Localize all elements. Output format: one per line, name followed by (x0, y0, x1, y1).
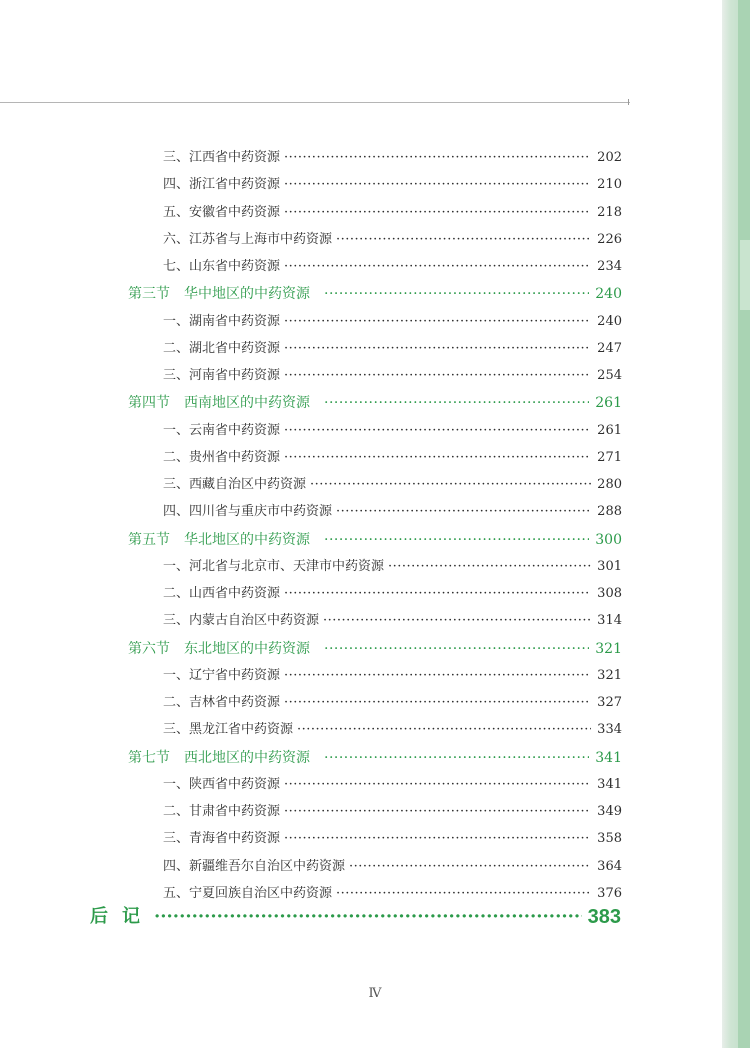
toc-item-row[interactable] (0, 311, 622, 333)
toc-item-title: 三、河南省中药资源 (163, 368, 281, 383)
toc-page-number: 261 (597, 422, 622, 438)
toc-afterword-title: 后记 (90, 906, 154, 927)
toc-section-number: 第七节 (128, 749, 170, 766)
dot-leader (154, 903, 582, 931)
toc-section-number: 第四节 (128, 395, 170, 412)
toc-item-title: 一、云南省中药资源 (163, 422, 281, 438)
dot-leader (284, 420, 591, 442)
toc-item-title: 四、四川省与重庆市中药资源 (163, 504, 333, 520)
toc-item-row[interactable] (0, 365, 622, 387)
toc-page-number: 240 (595, 286, 622, 303)
toc-section-title: 华中地区的中药资源 (184, 286, 310, 303)
toc-section-row[interactable] (0, 747, 622, 769)
toc-item-row[interactable] (0, 774, 622, 796)
dot-leader (284, 692, 591, 714)
toc-page-number: 234 (597, 259, 622, 274)
toc-section-number: 第六节 (128, 640, 170, 657)
dot-leader (349, 856, 591, 878)
toc-page-number: 300 (595, 531, 622, 548)
toc-page-number: 280 (597, 477, 622, 492)
toc-item-row[interactable] (0, 692, 622, 714)
toc-page-number: 261 (595, 395, 622, 412)
toc-page-number: 202 (597, 150, 622, 165)
dot-leader (324, 283, 589, 305)
dot-leader (336, 501, 591, 523)
dot-leader (297, 719, 591, 741)
toc-item-row[interactable] (0, 420, 622, 442)
toc-item-row[interactable] (0, 501, 622, 523)
toc-item-title: 五、宁夏回族自治区中药资源 (163, 885, 333, 901)
toc-item-title: 三、黑龙江省中药资源 (163, 722, 294, 738)
toc-page-number: 301 (597, 558, 622, 574)
toc-item-title: 二、山西省中药资源 (163, 586, 281, 601)
toc-item-row[interactable] (0, 474, 622, 496)
toc-item-title: 二、吉林省中药资源 (163, 695, 281, 710)
toc-item-title: 一、辽宁省中药资源 (163, 667, 281, 683)
toc-section-row[interactable] (0, 392, 622, 414)
toc-page-number: 327 (597, 695, 622, 710)
dot-leader (284, 311, 591, 333)
toc-item-title: 五、安徽省中药资源 (163, 204, 281, 220)
toc-page-number: 226 (597, 231, 622, 247)
toc-page-number: 321 (597, 667, 622, 683)
toc-section-row[interactable] (0, 283, 622, 305)
toc-section-number: 第三节 (128, 286, 170, 303)
toc-item-title: 七、山东省中药资源 (163, 259, 281, 274)
toc-page-number: 308 (597, 586, 622, 601)
toc-afterword-row[interactable] (0, 903, 621, 931)
toc-page-number: 376 (597, 885, 622, 901)
toc-item-title: 二、甘肃省中药资源 (163, 804, 281, 819)
toc-item-title: 三、青海省中药资源 (163, 831, 281, 847)
toc-item-row[interactable] (0, 856, 622, 878)
dot-leader (284, 583, 591, 605)
toc-section-title: 西北地区的中药资源 (184, 749, 310, 766)
dot-leader (324, 747, 589, 769)
dot-leader (284, 365, 591, 387)
dot-leader (284, 774, 591, 796)
toc-afterword-page: 383 (587, 906, 621, 928)
dot-leader (324, 638, 589, 660)
page-folio: Ⅳ (368, 986, 382, 1001)
dot-leader (324, 529, 589, 551)
toc-item-row[interactable] (0, 719, 622, 741)
dot-leader (324, 392, 589, 414)
toc-item-row[interactable] (0, 147, 622, 169)
dot-leader (284, 147, 591, 169)
toc-item-row[interactable] (0, 338, 622, 360)
toc-page-number: 210 (597, 177, 622, 193)
dot-leader (336, 883, 591, 905)
toc-item-title: 二、贵州省中药资源 (163, 449, 281, 465)
toc-section-number: 第五节 (128, 531, 170, 548)
toc-item-row[interactable] (0, 174, 622, 196)
toc-item-row[interactable] (0, 229, 622, 251)
toc-item-title: 三、内蒙古自治区中药资源 (163, 613, 320, 629)
toc-item-row[interactable] (0, 202, 622, 224)
toc-item-row[interactable] (0, 665, 622, 687)
toc-item-row[interactable] (0, 801, 622, 823)
toc-page-number: 341 (595, 749, 622, 766)
toc-item-title: 一、河北省与北京市、天津市中药资源 (163, 558, 385, 574)
toc-page-number: 358 (597, 831, 622, 847)
toc-item-title: 三、江西省中药资源 (163, 150, 281, 165)
toc-item-row[interactable] (0, 556, 622, 578)
toc-item-title: 四、浙江省中药资源 (163, 177, 281, 193)
toc-page-number: 240 (597, 313, 622, 329)
dot-leader (310, 474, 591, 496)
dot-leader (284, 447, 591, 469)
toc-item-row[interactable] (0, 583, 622, 605)
dot-leader (388, 556, 591, 578)
toc-item-row[interactable] (0, 447, 622, 469)
toc-page-number: 254 (597, 368, 622, 383)
dot-leader (284, 174, 591, 196)
toc-page-number: 288 (597, 504, 622, 520)
dot-leader (284, 202, 591, 224)
toc-page-number: 341 (597, 776, 622, 792)
toc-item-title: 一、湖南省中药资源 (163, 313, 281, 329)
toc-section-row[interactable] (0, 638, 622, 660)
dot-leader (323, 610, 591, 632)
dot-leader (284, 256, 591, 278)
dot-leader (284, 665, 591, 687)
toc-item-title: 六、江苏省与上海市中药资源 (163, 231, 333, 247)
toc-section-title: 西南地区的中药资源 (184, 395, 310, 412)
toc-page-number: 218 (597, 204, 622, 220)
toc-page-number: 364 (597, 858, 622, 874)
dot-leader (284, 828, 591, 850)
dot-leader (336, 229, 591, 251)
toc-page-number: 314 (597, 613, 622, 629)
toc-item-row[interactable] (0, 828, 622, 850)
side-decoration-strip (738, 0, 750, 1048)
toc-page-number: 247 (597, 340, 622, 356)
toc-page-number: 321 (595, 640, 622, 657)
toc-section-row[interactable] (0, 529, 622, 551)
toc-section-title: 华北地区的中药资源 (184, 531, 310, 548)
toc-item-title: 二、湖北省中药资源 (163, 340, 281, 356)
toc-page-number: 334 (597, 722, 622, 738)
dot-leader (284, 801, 591, 823)
toc-section-title: 东北地区的中药资源 (184, 640, 310, 657)
toc-item-title: 四、新疆维吾尔自治区中药资源 (163, 858, 346, 874)
toc-item-title: 一、陕西省中药资源 (163, 776, 281, 792)
toc-item-title: 三、西藏自治区中药资源 (163, 477, 307, 492)
toc-page-number: 271 (597, 449, 622, 465)
toc-item-row[interactable] (0, 610, 622, 632)
toc-page-number: 349 (597, 804, 622, 819)
toc-item-row[interactable] (0, 256, 622, 278)
toc-item-row[interactable] (0, 883, 622, 905)
side-decoration-tick (740, 240, 750, 310)
dot-leader (284, 338, 591, 360)
